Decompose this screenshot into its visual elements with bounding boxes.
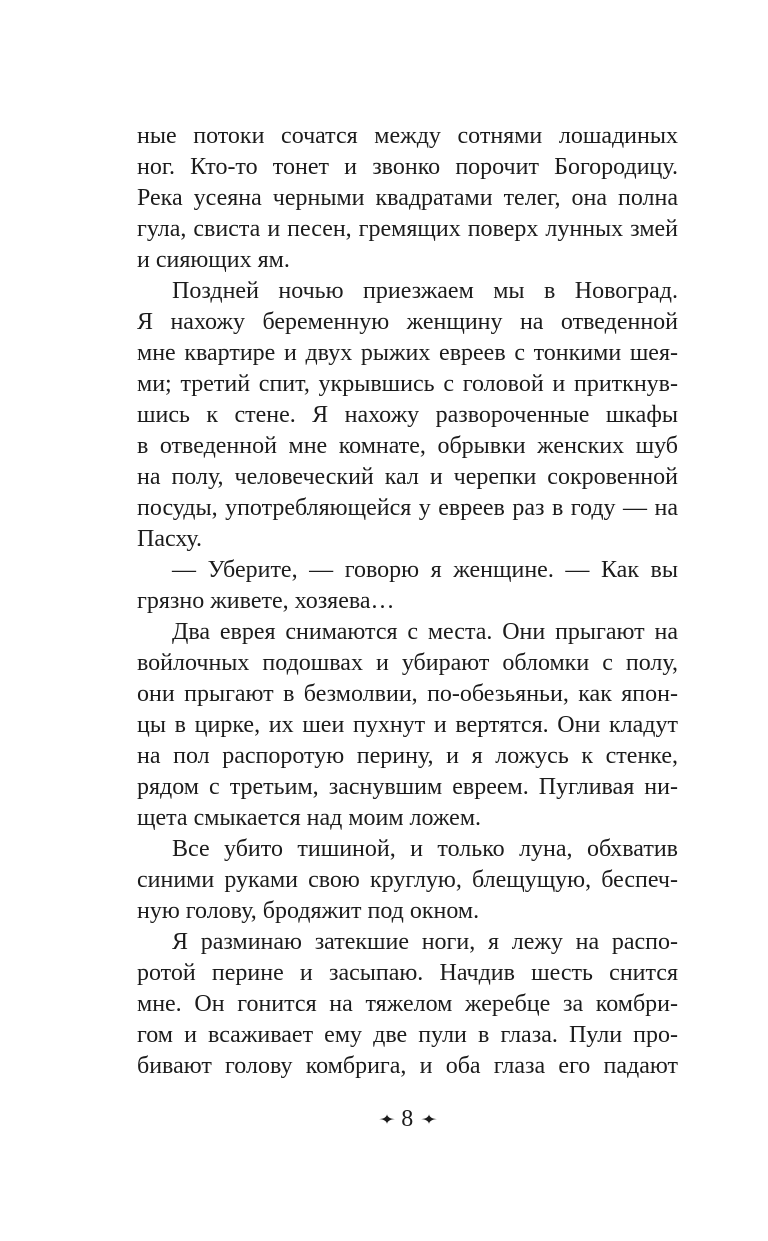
text-line: шись к стене. Я нахожу развороченные шкафы — [137, 402, 678, 428]
text-line: Река усеяна черными квадратами телег, она полна — [137, 185, 678, 211]
diamond-right-icon: ✦ — [420, 1113, 438, 1128]
paragraph — [137, 555, 678, 617]
text-line: на полу, человеческий кал и черепки сокровенной — [137, 464, 678, 490]
paragraph — [137, 927, 678, 1082]
text-line: ную голову, бродяжит под окном. — [137, 898, 480, 924]
text-line: в отведенной мне комнате, обрывки женских шуб — [137, 433, 678, 459]
paragraph — [137, 617, 678, 834]
text-line: рядом с третьим, заснувшим евреем. Пугливая ни- — [137, 774, 678, 800]
paragraph — [137, 276, 678, 555]
text-line: цы в цирке, их шеи пухнут и вертятся. Они кладут — [137, 712, 678, 738]
text-line: бивают голову комбрига, и оба глаза его падают — [137, 1053, 678, 1079]
text-line: ми; третий спит, укрывшись с головой и приткнув- — [137, 371, 678, 397]
text-line: посуды, употребляющейся у евреев раз в году — на — [137, 495, 678, 521]
text-line: грязно живете, хозяева… — [137, 588, 395, 614]
text-line: ротой перине и засыпаю. Начдив шесть снится — [137, 960, 678, 986]
text-line: гула, свиста и песен, гремящих поверх лунных змей — [137, 216, 678, 242]
text-line: щета смыкается над моим ложем. — [137, 805, 482, 831]
text-line: они прыгают в безмолвии, по-обезьяньи, как япон- — [137, 681, 678, 707]
text-line: мне квартире и двух рыжих евреев с тонкими шея- — [137, 340, 678, 366]
text-line: войлочных подошвах и убирают обломки с полу, — [137, 650, 678, 676]
text-line: гом и всаживает ему две пули в глаза. Пули про- — [137, 1022, 678, 1048]
text-line: Поздней ночью приезжаем мы в Новоград. — [172, 278, 678, 304]
text-line: Я разминаю затекшие ноги, я лежу на распо- — [172, 929, 678, 955]
text-line: и сияющих ям. — [137, 247, 290, 273]
text-line: мне. Он гонится на тяжелом жеребце за комбри- — [137, 991, 678, 1017]
text-line: Я нахожу беременную женщину на отведенной — [137, 309, 678, 335]
text-line: Пасху. — [137, 526, 203, 552]
text-line: Все убито тишиной, и только луна, обхватив — [172, 836, 678, 862]
text-line: Два еврея снимаются с места. Они прыгают на — [172, 619, 678, 645]
diamond-left-icon: ✦ — [377, 1113, 395, 1128]
text-line: синими руками свою круглую, блещущую, беспеч- — [137, 867, 678, 893]
text-line: — Уберите, — говорю я женщине. — Как вы — [172, 557, 678, 583]
page-text — [137, 121, 678, 1082]
text-line: ног. Кто-то тонет и звонко порочит Богородицу. — [137, 154, 678, 180]
page-folio — [137, 1104, 678, 1136]
paragraph — [137, 834, 678, 927]
page-number: 8 — [401, 1106, 414, 1132]
text-line: на пол распоротую перину, и я ложусь к стенке, — [137, 743, 678, 769]
text-line: ные потоки сочатся между сотнями лошадиных — [137, 123, 678, 149]
paragraph — [137, 121, 678, 276]
